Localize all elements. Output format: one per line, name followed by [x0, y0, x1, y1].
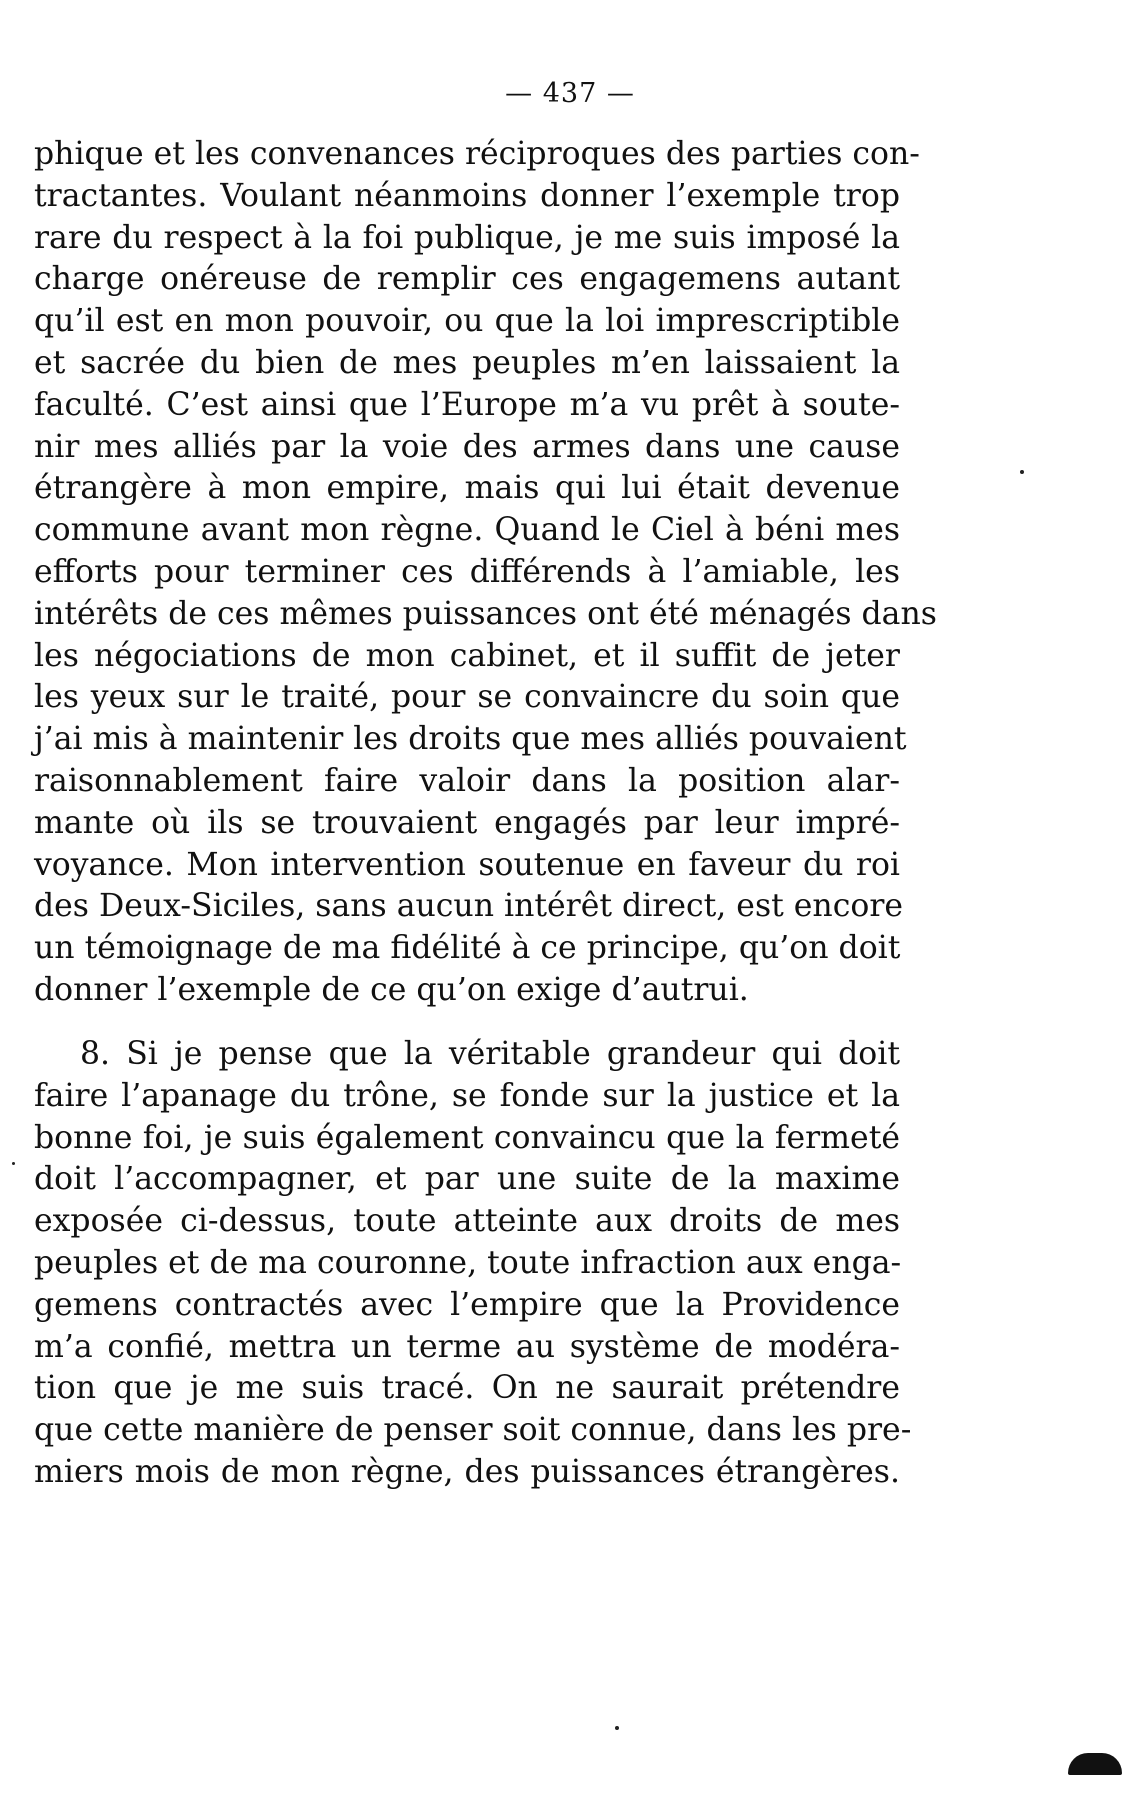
- print-speck: [615, 1726, 619, 1730]
- text-line: tion que je me suis tracé. On ne saurait prétendre: [34, 1370, 900, 1407]
- text-line: 8. Si je pense que la véritable grandeur qui doit: [80, 1036, 900, 1072]
- text-line: qu’il est en mon pouvoir, ou que la loi imprescriptible: [34, 303, 900, 340]
- text-line: exposée ci-dessus, toute atteinte aux droits de mes: [34, 1203, 900, 1240]
- page-edge-mark: [1068, 1753, 1122, 1775]
- text-line: bonne foi, je suis également convaincu que la fermeté: [34, 1119, 900, 1156]
- text-line: rare du respect à la foi publique, je me suis imposé la: [34, 219, 900, 256]
- text-line: nir mes alliés par la voie des armes dans une cause: [34, 428, 900, 465]
- page-number: — 437 —: [505, 78, 635, 109]
- text-line: que cette manière de penser soit connue, dans les pre-: [34, 1412, 912, 1449]
- text-line: donner l’exemple de ce qu’on exige d’autrui.: [34, 971, 749, 1008]
- text-line: tractantes. Voulant néanmoins donner l’exemple trop: [34, 177, 900, 214]
- text-line: gemens contractés avec l’empire que la Providence: [34, 1286, 900, 1323]
- text-line: étrangère à mon empire, mais qui lui était devenue: [34, 470, 900, 507]
- text-line: faire l’apanage du trône, se fonde sur la justice et la: [34, 1077, 900, 1114]
- text-line: les yeux sur le traité, pour se convaincre du soin que: [34, 679, 900, 716]
- text-line: mante où ils se trouvaient engagés par leur impré-: [34, 804, 900, 841]
- text-line: raisonnablement faire valoir dans la position alar-: [34, 762, 900, 799]
- print-speck: [1020, 470, 1024, 474]
- print-speck: [12, 1162, 15, 1165]
- text-line: les négociations de mon cabinet, et il suffit de jeter: [34, 637, 900, 674]
- text-line: efforts pour terminer ces différends à l’amiable, les: [34, 553, 900, 590]
- text-line: phique et les convenances réciproques des parties con-: [34, 136, 920, 172]
- paragraph-2: [34, 1034, 912, 1494]
- text-line: peuples et de ma couronne, toute infraction aux enga-: [34, 1244, 902, 1281]
- text-line: charge onéreuse de remplir ces engagemens autant: [34, 261, 900, 298]
- text-line: doit l’accompagner, et par une suite de la maxime: [34, 1161, 900, 1198]
- text-line: faculté. C’est ainsi que l’Europe m’a vu prêt à soute-: [34, 386, 900, 423]
- text-line: intérêts de ces mêmes puissances ont été ménagés dans: [34, 595, 937, 632]
- text-line: commune avant mon règne. Quand le Ciel à béni mes: [34, 512, 900, 549]
- paragraph-1: [34, 134, 937, 1012]
- text-line: m’a confié, mettra un terme au système de modéra-: [34, 1328, 900, 1365]
- text-line: voyance. Mon intervention soutenue en faveur du roi: [34, 846, 900, 883]
- text-line: des Deux-Siciles, sans aucun intérêt direct, est encore: [34, 888, 904, 925]
- text-line: et sacrée du bien de mes peuples m’en laissaient la: [34, 344, 900, 381]
- text-line: j’ai mis à maintenir les droits que mes alliés pouvaient: [34, 721, 907, 758]
- text-line: un témoignage de ma fidélité à ce principe, qu’on doit: [34, 930, 901, 967]
- text-line: miers mois de mon règne, des puissances étrangères.: [34, 1453, 900, 1490]
